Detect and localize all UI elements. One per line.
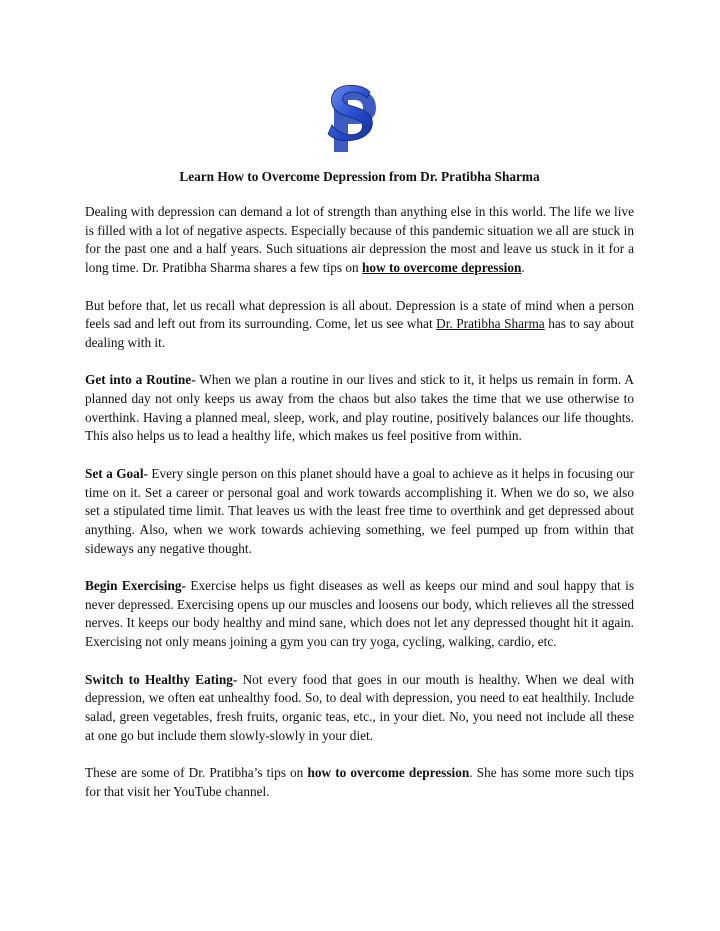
sp-logo-icon (326, 82, 380, 154)
closing-end: . She has some more such tips for that visit her YouTube channel. (85, 765, 634, 799)
closing-strong-phrase: how to overcome depression (307, 765, 470, 780)
intro-paragraph (85, 203, 634, 278)
document-body (85, 203, 634, 820)
tip-routine-paragraph (85, 371, 634, 446)
tip-goal-paragraph (85, 465, 634, 559)
tip-exercise-heading: Begin Exercising- (85, 578, 186, 593)
tip-eating-paragraph (85, 671, 634, 746)
tip-exercise-text: Exercise helps us fight diseases as well as keeps our mind and soul happy that is never depressed. Exercising opens up our muscles and loosens our body, which relieves all the stressed nerves. It keeps our body healthy and mind sane, which does not let any depressed thought hit it again. Exercising not only means joining a gym you can try yoga, cycling, walking, cardio, etc. (85, 578, 634, 650)
tip-goal-heading: Set a Goal- (85, 465, 148, 481)
intro-text: Dealing with depression can demand a lot of strength than anything else in this world. The life we live is filled with a lot of negative aspects. Especially because of this pandemic situation we all are stuck in for the past one and a half years. Such situations air depression the most and leave us stuck in it for a long time. Dr. Pratibha Sharma shares a few tips on (85, 204, 634, 276)
dr-pratibha-sharma-link[interactable]: Dr. Pratibha Sharma (436, 316, 545, 332)
tip-eating-text: Not every food that goes in our mouth is healthy. When we deal with depression, we often eat unhealthy food. So, to deal with depression, you need to eat healthily. Include salad, green vegetables, fresh fruits, organic teas, etc., in your diet. No, you need not include all these at one go but include them slowly-slowly in your diet. (85, 671, 634, 743)
closing-text: These are some of Dr. Pratibha’s tips on (85, 765, 308, 780)
tip-goal-text: Every single person on this planet should have a goal to achieve as it helps in focusing our time on it. Set a career or personal goal and work towards accomplishing it. When we do so, we also set a stipulated time limit. That leaves us with the least free time to overthink and get depressed about anything. Also, when we work towards achieving something, we feel pumped up from within that sideways any negative thought. (85, 465, 634, 556)
closing-paragraph (85, 764, 634, 801)
tip-exercise-paragraph (85, 577, 634, 652)
recall-end: has to say about dealing with it. (85, 316, 635, 350)
tip-eating-heading: Switch to Healthy Eating- (85, 671, 238, 687)
intro-end: . (521, 260, 525, 276)
overcome-depression-link[interactable]: how to overcome depression (361, 260, 522, 276)
tip-routine-heading: Get into a Routine- (85, 372, 196, 388)
recall-text: But before that, let us recall what depression is all about. Depression is a state of mind when a person feels sad and left out from its surrounding. Come, let us see what (85, 297, 634, 332)
document-title: Learn How to Overcome Depression from Dr. Pratibha Sharma (179, 169, 540, 184)
recall-paragraph (85, 297, 634, 353)
tip-routine-text: When we plan a routine in our lives and stick to it, it helps us remain in form. A planned day not only keeps us away from the chaos but also takes the time that we use otherwise to overthink. Having a planned meal, sleep, work, and play routine, positively balances our life thoughts. This also helps us to lead a healthy life, which makes us feel positive from within. (85, 372, 635, 444)
